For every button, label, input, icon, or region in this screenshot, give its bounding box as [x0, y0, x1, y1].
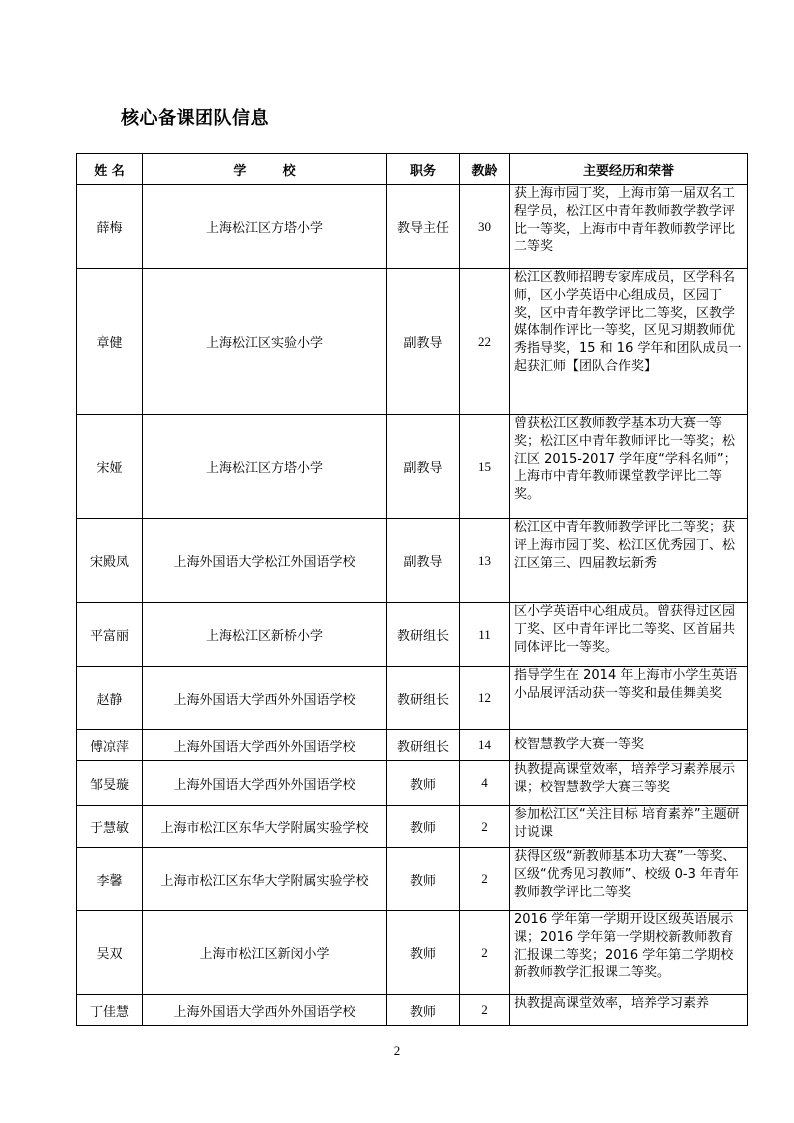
cell-name: 赵静: [77, 667, 143, 730]
cell-school: 上海松江区新桥小学: [143, 603, 387, 667]
page-title: 核心备课团队信息: [121, 108, 269, 129]
table-row: [77, 603, 748, 667]
cell-school: 上海松江区方塔小学: [143, 415, 387, 519]
table-row: [77, 667, 748, 730]
cell-position: 副教导: [387, 415, 460, 519]
cell-years: 2: [460, 911, 510, 995]
cell-name: 吴双: [77, 911, 143, 995]
cell-name: 邹旻璇: [77, 761, 143, 806]
table-row: [77, 761, 748, 806]
table-row: [77, 995, 748, 1026]
cell-school: 上海外国语大学松江外国语学校: [143, 519, 387, 603]
table-header-row: [77, 154, 748, 185]
cell-name: 薛梅: [77, 185, 143, 269]
table-row: [77, 911, 748, 995]
table-row: [77, 848, 748, 911]
cell-honors: 松江区中青年教师教学评比二等奖；获评上海市园丁奖、松江区优秀园丁、松江区第三、四届教坛新秀: [510, 519, 748, 603]
cell-position: 教师: [387, 995, 460, 1026]
table-row: [77, 806, 748, 848]
cell-honors: 获上海市园丁奖，上海市第一届双名工程学员，松江区中青年教师教学教学评比一等奖，上海市中青年教师教学评比二等奖: [510, 185, 748, 269]
cell-position: 副教导: [387, 519, 460, 603]
cell-years: 12: [460, 667, 510, 730]
cell-position: 教研组长: [387, 667, 460, 730]
cell-school: 上海松江区实验小学: [143, 269, 387, 415]
team-info-table: [76, 153, 748, 1026]
cell-years: 22: [460, 269, 510, 415]
cell-position: 教师: [387, 761, 460, 806]
cell-honors: 执教提高课堂效率，培养学习素养展示课；校智慧教学大赛三等奖: [510, 761, 748, 806]
cell-honors: 执教提高课堂效率，培养学习素养: [510, 995, 748, 1026]
cell-honors: 2016 学年第一学期开设区级英语展示课；2016 学年第一学期校新教师教育汇报课二等奖；2016 学年第二学期校新教师教学汇报课二等奖。: [510, 911, 748, 995]
cell-position: 教师: [387, 911, 460, 995]
cell-honors: 松江区教师招聘专家库成员，区学科名师，区小学英语中心组成员，区园丁奖，区中青年教学评比二等奖，区教学媒体制作评比一等奖，区见习期教师优秀指导奖，15 和 16 学年和团队成员一起获汇师【团队合作奖】: [510, 269, 748, 415]
header-name: 姓 名: [77, 154, 143, 185]
cell-name: 平富丽: [77, 603, 143, 667]
cell-years: 13: [460, 519, 510, 603]
cell-honors: 获得区级“新教师基本功大赛”一等奖、区级“优秀见习教师”、校级 0-3 年青年教师教学评比二等奖: [510, 848, 748, 911]
cell-position: 教研组长: [387, 603, 460, 667]
cell-school: 上海市松江区东华大学附属实验学校: [143, 806, 387, 848]
cell-school: 上海外国语大学西外外国语学校: [143, 730, 387, 761]
cell-school: 上海市松江区新闵小学: [143, 911, 387, 995]
cell-position: 副教导: [387, 269, 460, 415]
cell-position: 教研组长: [387, 730, 460, 761]
header-years: 教龄: [460, 154, 510, 185]
cell-honors: 校智慧教学大赛一等奖: [510, 730, 748, 761]
page-number: 2: [393, 1043, 401, 1058]
cell-position: 教导主任: [387, 185, 460, 269]
table-row: [77, 730, 748, 761]
cell-position: 教师: [387, 848, 460, 911]
cell-honors: 参加松江区“关注目标 培育素养”主题研讨说课: [510, 806, 748, 848]
table-row: [77, 519, 748, 603]
table-row: [77, 415, 748, 519]
cell-school: 上海外国语大学西外外国语学校: [143, 667, 387, 730]
cell-position: 教师: [387, 806, 460, 848]
cell-name: 傅凉萍: [77, 730, 143, 761]
cell-school: 上海市松江区东华大学附属实验学校: [143, 848, 387, 911]
cell-years: 2: [460, 995, 510, 1026]
cell-years: 30: [460, 185, 510, 269]
cell-school: 上海松江区方塔小学: [143, 185, 387, 269]
cell-name: 宋殿凤: [77, 519, 143, 603]
cell-years: 2: [460, 848, 510, 911]
cell-school: 上海外国语大学西外外国语学校: [143, 761, 387, 806]
cell-name: 宋娅: [77, 415, 143, 519]
cell-years: 4: [460, 761, 510, 806]
cell-honors: 指导学生在 2014 年上海市小学生英语小品展评活动获一等奖和最佳舞美奖: [510, 667, 748, 730]
cell-years: 14: [460, 730, 510, 761]
cell-school: 上海外国语大学西外外国语学校: [143, 995, 387, 1026]
cell-honors: 区小学英语中心组成员。曾获得过区园丁奖、区中青年评比二等奖、区首届共同体评比一等奖。: [510, 603, 748, 667]
cell-name: 丁佳慧: [77, 995, 143, 1026]
cell-years: 11: [460, 603, 510, 667]
table-row: [77, 269, 748, 415]
header-honors: 主要经历和荣誉: [510, 154, 748, 185]
cell-name: 李馨: [77, 848, 143, 911]
cell-name: 于慧敏: [77, 806, 143, 848]
cell-years: 15: [460, 415, 510, 519]
cell-name: 章健: [77, 269, 143, 415]
cell-years: 2: [460, 806, 510, 848]
table-row: [77, 185, 748, 269]
header-position: 职务: [387, 154, 460, 185]
cell-honors: 曾获松江区教师教学基本功大赛一等奖；松江区中青年教师评比一等奖；松江区 2015-2017 学年度“学科名师”；上海市中青年教师课堂教学评比二等奖。: [510, 415, 748, 519]
header-school: 学 校: [143, 154, 387, 185]
